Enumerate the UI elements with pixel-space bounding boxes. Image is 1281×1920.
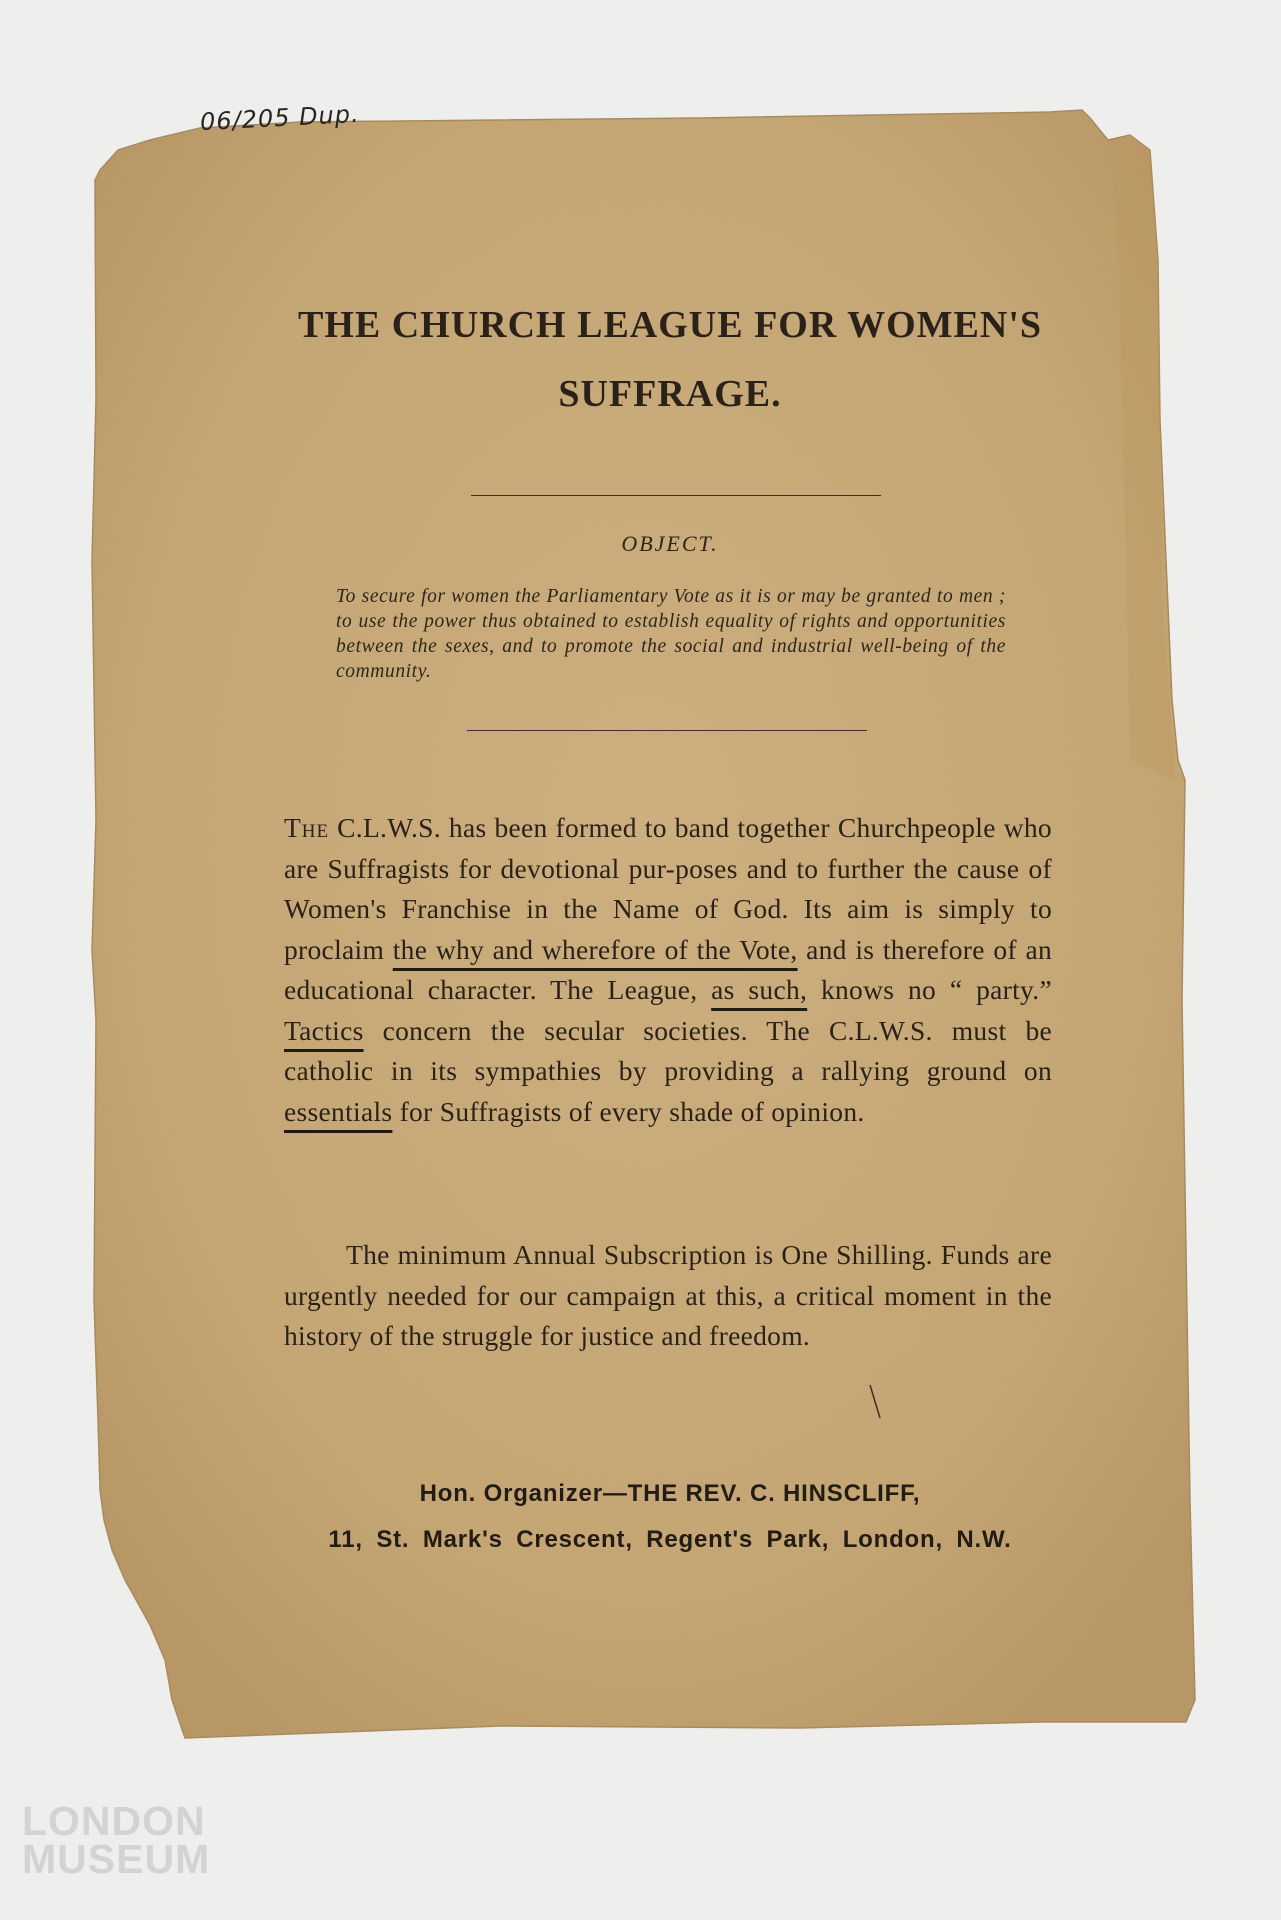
title-line-2: SUFFRAGE. xyxy=(558,373,782,415)
paragraph-text: knows no “ party.” xyxy=(807,974,1052,1005)
paragraph-text: C.L.W.S. has been formed to band together Churchpeople who are Suffragists for devotional pur-poses and to further the cause of Women's Franchise in the Name of God. Its aim is simply to proclaim xyxy=(284,812,1052,965)
watermark-line-2: MUSEUM xyxy=(22,1836,211,1882)
museum-watermark xyxy=(22,1798,211,1882)
divider-bottom xyxy=(467,730,867,731)
handwritten-catalogue-note: 06/205 Dup. xyxy=(199,99,361,137)
organizer-line: Hon. Organizer—THE REV. C. HINSCLIFF, xyxy=(419,1480,921,1507)
paragraph-text: and is therefore of an educational character. The League, xyxy=(284,933,1053,1005)
underlined-phrase: as such, xyxy=(711,974,808,1005)
underlined-phrase: Tactics xyxy=(284,1014,364,1046)
title-line-1: THE CHURCH LEAGUE FOR WOMEN'S xyxy=(297,304,1043,346)
object-statement: To secure for women the Parliamentary Vote as it is or may be granted to men ; to use the power thus obtained to establish equality of rights and opportunities between the sexes, and to promote the social and industrial well-being of the community. xyxy=(336,586,1006,682)
paragraph-lead-word: The xyxy=(284,812,330,843)
address-line: 11, St. Mark's Crescent, Regent's Park, London, N.W. xyxy=(328,1526,1012,1553)
divider-top xyxy=(471,495,881,496)
watermark-line-1: LONDON xyxy=(22,1798,206,1844)
paragraph-about-league xyxy=(284,808,1052,1132)
object-heading: OBJECT. xyxy=(621,531,719,556)
underlined-phrase: essentials xyxy=(284,1095,393,1127)
paragraph-text: for Suffragists of every shade of opinion. xyxy=(392,1095,865,1127)
paragraph-subscription: The minimum Annual Subscription is One Shilling. Funds are urgently needed for our campaign at this, a critical moment in the history of the struggle for justice and freedom. xyxy=(284,1239,1052,1351)
underlined-phrase: the why and wherefore of the Vote, xyxy=(392,933,798,965)
paragraph-text: concern the secular societies. The C.L.W.S. must be catholic in its sympathies by providing a rallying ground on xyxy=(284,1014,1052,1086)
